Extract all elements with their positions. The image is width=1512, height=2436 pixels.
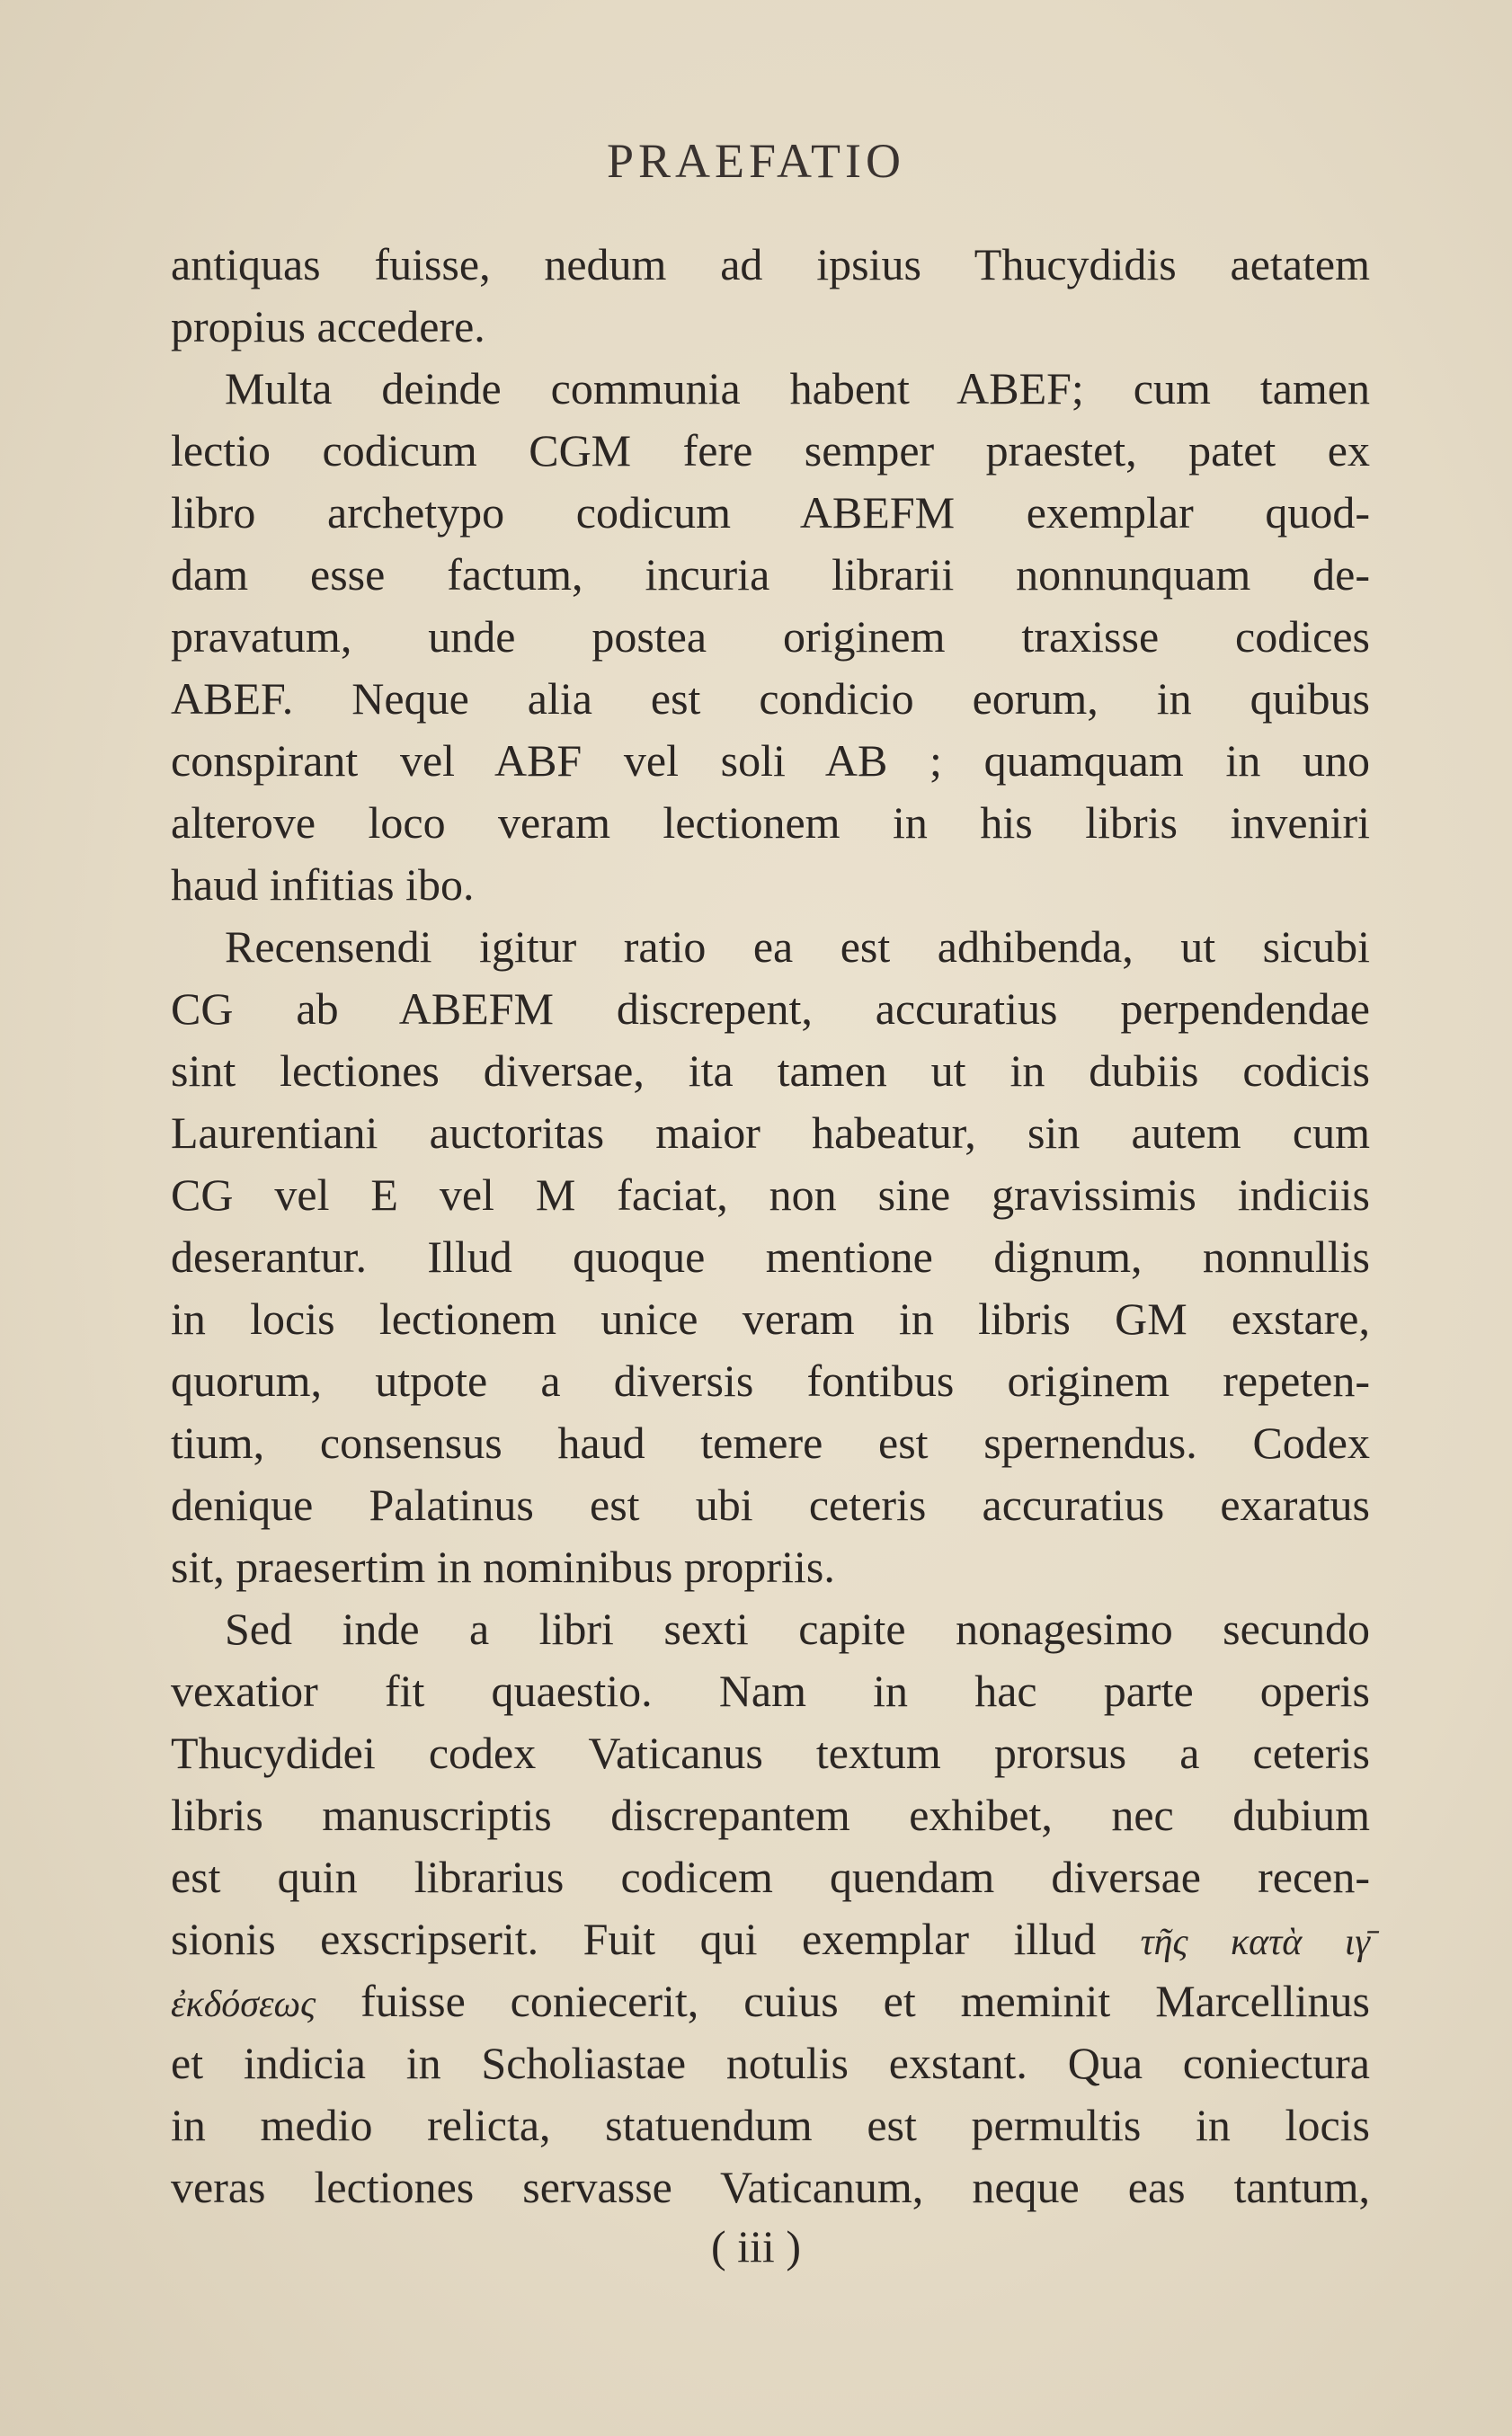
line-text: quorum, utpote a diversis fontibus originem repeten- bbox=[171, 1356, 1370, 1406]
line-text: sint lectiones diversae, ita tamen ut in dubiis codicis bbox=[171, 1045, 1370, 1096]
text-line bbox=[171, 296, 1370, 358]
line-text: dam esse factum, incuria librarii nonnunquam de- bbox=[171, 549, 1370, 600]
text-line bbox=[171, 854, 1370, 916]
text-line bbox=[171, 2094, 1370, 2156]
line-text: denique Palatinus est ubi ceteris accuratius exaratus bbox=[171, 1480, 1370, 1530]
text-line bbox=[171, 1412, 1370, 1474]
text-line bbox=[171, 2032, 1370, 2094]
line-text: ABEF. Neque alia est condicio eorum, in quibus bbox=[171, 673, 1370, 724]
line-text: Laurentiani auctoritas maior habeatur, sin autem cum bbox=[171, 1107, 1370, 1158]
line-text: Multa deinde communia habent ABEF; cum tamen bbox=[225, 363, 1370, 413]
line-text: lectio codicum CGM fere semper praestet, patet ex bbox=[171, 425, 1370, 476]
running-header: PRAEFATIO bbox=[606, 134, 906, 188]
text-line bbox=[171, 1846, 1370, 1908]
line-text: pravatum, unde postea originem traxisse codices bbox=[171, 611, 1370, 662]
text-line bbox=[171, 1102, 1370, 1164]
line-text: Thucydidei codex Vaticanus textum prorsus a ceteris bbox=[171, 1728, 1370, 1778]
text-line bbox=[171, 1908, 1370, 1970]
greek-text: ἐκδόσεως bbox=[171, 1984, 316, 2025]
text-line bbox=[225, 358, 1370, 420]
line-text: antiquas fuisse, nedum ad ipsius Thucydidis aetatem bbox=[171, 239, 1370, 289]
text-line bbox=[171, 482, 1370, 544]
line-text: libris manuscriptis discrepantem exhibet, nec dubium bbox=[171, 1790, 1370, 1840]
line-text: libro archetypo codicum ABEFM exemplar quod- bbox=[171, 487, 1370, 538]
text-line bbox=[171, 1288, 1370, 1350]
text-line bbox=[171, 544, 1370, 606]
line-text: propius accedere. bbox=[171, 301, 485, 351]
line-text: in locis lectionem unice veram in libris GM exstare, bbox=[171, 1294, 1370, 1344]
text-line bbox=[171, 1784, 1370, 1846]
text-line bbox=[171, 234, 1370, 296]
line-text: veras lectiones servasse Vaticanum, neque eas tantum, bbox=[171, 2162, 1370, 2212]
text-line bbox=[171, 978, 1370, 1040]
text-line bbox=[171, 420, 1370, 482]
text-line bbox=[171, 730, 1370, 792]
line-text: CG ab ABEFM discrepent, accuratius perpendendae bbox=[171, 983, 1370, 1034]
line-text: vexatior fit quaestio. Nam in hac parte operis bbox=[171, 1666, 1370, 1716]
page-number: ( iii ) bbox=[711, 2221, 801, 2272]
line-text: sit, praesertim in nominibus propriis. bbox=[171, 1542, 835, 1592]
text-line bbox=[171, 1164, 1370, 1226]
line-text: fuisse coniecerit, cuius et meminit Marcellinus bbox=[360, 1976, 1371, 2026]
line-text: Sed inde a libri sexti capite nonagesimo secundo bbox=[225, 1604, 1370, 1654]
text-line bbox=[171, 1722, 1370, 1784]
line-text: haud infitias ibo. bbox=[171, 859, 475, 910]
text-line bbox=[171, 792, 1370, 854]
line-text: sionis exscripserit. Fuit qui exemplar illud bbox=[171, 1914, 1097, 1964]
text-line bbox=[171, 1226, 1370, 1288]
line-text: Recensendi igitur ratio ea est adhibenda, ut sicubi bbox=[225, 921, 1370, 972]
line-text: alterove loco veram lectionem in his libris inveniri bbox=[171, 797, 1370, 848]
line-text: et indicia in Scholiastae notulis exstant. Qua coniectura bbox=[171, 2038, 1370, 2088]
text-line bbox=[171, 1660, 1370, 1722]
text-line bbox=[171, 1970, 1370, 2032]
text-line bbox=[225, 1598, 1370, 1660]
line-text: est quin librarius codicem quendam diversae recen- bbox=[171, 1852, 1370, 1902]
text-line bbox=[171, 1536, 1370, 1598]
text-line bbox=[171, 2156, 1370, 2218]
line-text: tium, consensus haud temere est spernendus. Codex bbox=[171, 1418, 1370, 1468]
text-line bbox=[171, 1474, 1370, 1536]
text-line bbox=[171, 606, 1370, 668]
text-line bbox=[225, 916, 1370, 978]
line-text: deserantur. Illud quoque mentione dignum, nonnullis bbox=[171, 1231, 1370, 1282]
line-text: conspirant vel ABF vel soli AB ; quamquam in uno bbox=[171, 735, 1370, 786]
line-text: in medio relicta, statuendum est permultis in locis bbox=[171, 2100, 1370, 2150]
text-line bbox=[171, 668, 1370, 730]
text-line bbox=[171, 1350, 1370, 1412]
greek-text: τῆς κατὰ ιγ̄ bbox=[1140, 1922, 1370, 1963]
line-text: CG vel E vel M faciat, non sine gravissimis indiciis bbox=[171, 1169, 1370, 1220]
text-line bbox=[171, 1040, 1370, 1102]
